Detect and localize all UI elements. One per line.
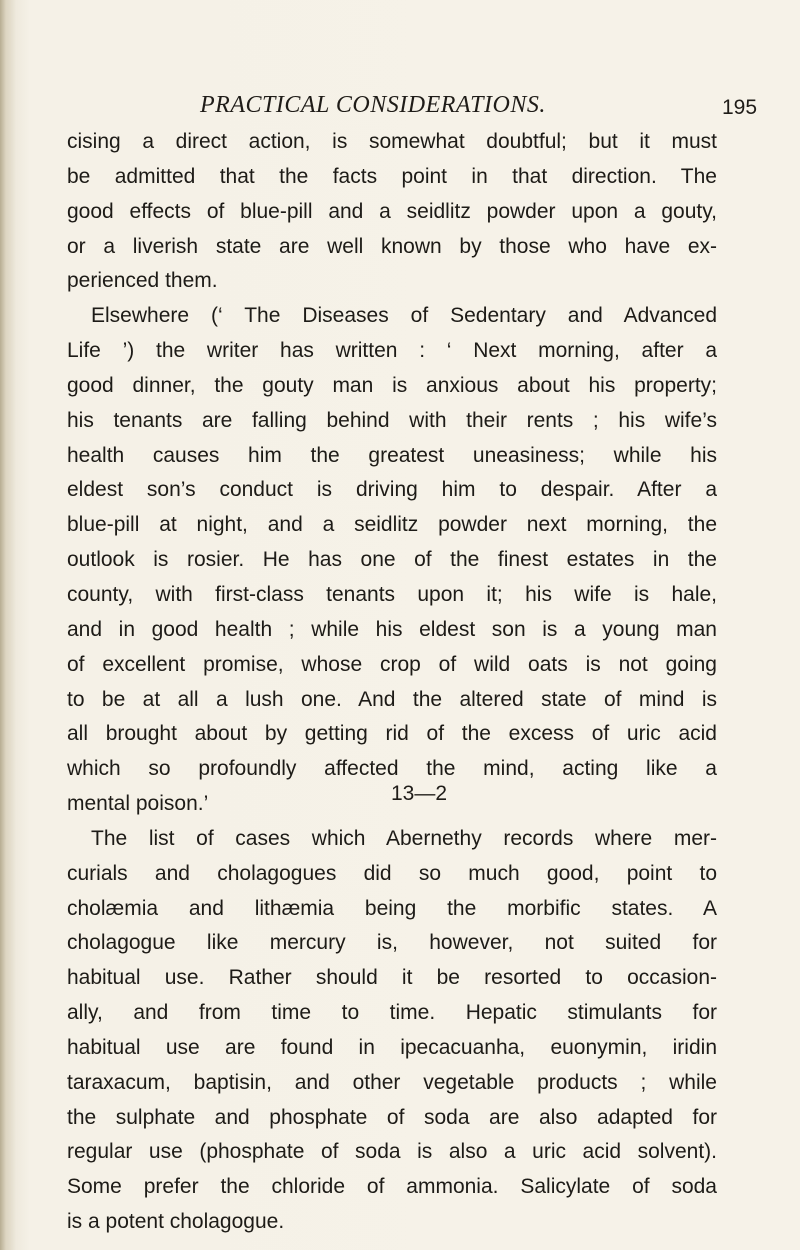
text-line-18: all brought about by getting rid of the excess of uric acid [67, 722, 717, 746]
text-line-30: regular use (phosphate of soda is also a uric acid solvent). [67, 1140, 717, 1164]
text-line-17: to be at all a lush one. And the altered state of mind is [67, 687, 717, 711]
text-line-13: outlook is rosier. He has one of the finest estates in the [67, 548, 717, 572]
text-line-9: his tenants are falling behind with their rents ; his wife’s [67, 408, 717, 432]
text-line-2: be admitted that the facts point in that direction. The [67, 164, 717, 188]
text-line-20: mental poison.’ [67, 792, 209, 816]
text-line-5: perienced them. [67, 269, 218, 293]
text-line-12: blue-pill at night, and a seidlitz powder next morning, the [67, 513, 717, 537]
text-line-19: which so profoundly affected the mind, acting like a [67, 757, 717, 781]
text-line-14: county, with first-class tenants upon it; his wife is hale, [67, 582, 717, 606]
text-line-22: curials and cholagogues did so much good, point to [67, 861, 717, 885]
text-line-7: Life ’) the writer has written : ‘ Next morning, after a [67, 339, 717, 363]
text-line-10: health causes him the greatest uneasiness; while his [67, 443, 717, 467]
text-line-23: cholæmia and lithæmia being the morbific states. A [67, 896, 717, 920]
body-text [67, 125, 717, 1240]
text-line-26: ally, and from time to time. Hepatic stimulants for [67, 1001, 717, 1025]
text-line-15: and in good health ; while his eldest son is a young man [67, 617, 717, 641]
text-line-6: Elsewhere (‘ The Diseases of Sedentary and Advanced [91, 304, 717, 328]
text-line-11: eldest son’s conduct is driving him to despair. After a [67, 478, 717, 502]
page-number: 195 [722, 96, 758, 119]
running-head-title: PRACTICAL CONSIDERATIONS. [200, 92, 546, 118]
text-line-3: good effects of blue-pill and a seidlitz powder upon a gouty, [67, 199, 717, 223]
text-line-32: is a potent cholagogue. [67, 1210, 285, 1234]
text-line-24: cholagogue like mercury is, however, not suited for [67, 931, 717, 955]
text-line-4: or a liverish state are well known by those who have ex- [67, 234, 717, 258]
binding-gutter-shadow [0, 0, 16, 1250]
text-line-8: good dinner, the gouty man is anxious about his property; [67, 373, 717, 397]
text-line-16: of excellent promise, whose crop of wild oats is not going [67, 652, 717, 676]
text-line-31: Some prefer the chloride of ammonia. Salicylate of soda [67, 1175, 717, 1199]
text-line-29: the sulphate and phosphate of soda are also adapted for [67, 1105, 717, 1129]
text-line-1: cising a direct action, is somewhat doubtful; but it must [67, 130, 717, 153]
text-line-28: taraxacum, baptisin, and other vegetable products ; while [67, 1070, 717, 1094]
printer-signature-mark: 13—2 [391, 782, 448, 805]
text-line-25: habitual use. Rather should it be resorted to occasion- [67, 966, 717, 990]
text-line-21: The list of cases which Abernethy records where mer- [91, 826, 717, 850]
text-line-27: habitual use are found in ipecacuanha, euonymin, iridin [67, 1035, 717, 1059]
